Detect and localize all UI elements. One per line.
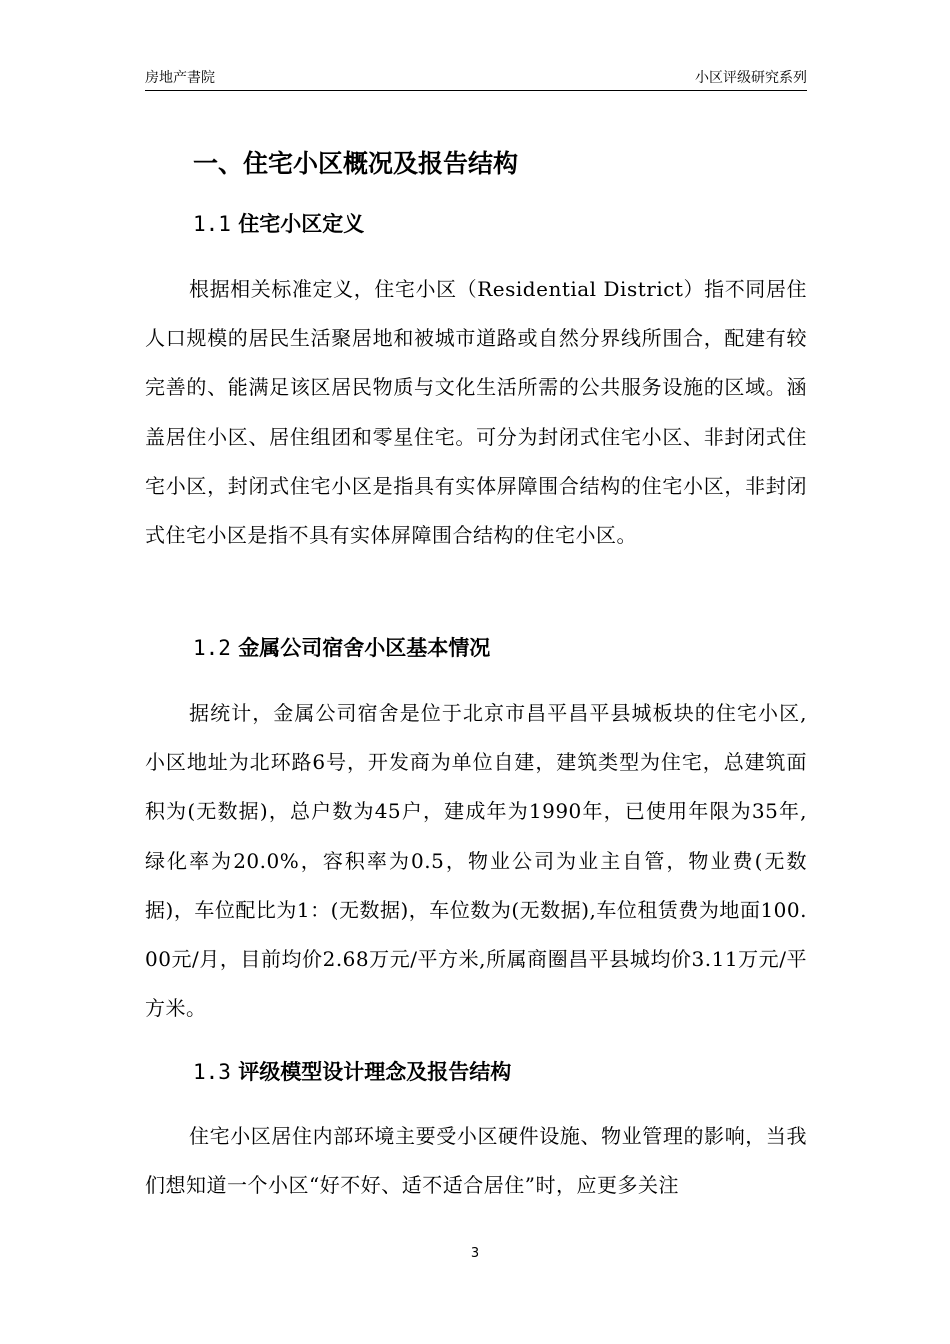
- page-header: [145, 68, 807, 91]
- section-title: 金属公司宿舍小区基本情况: [238, 636, 491, 660]
- header-publisher: 房地产書院: [145, 70, 215, 86]
- section-heading-1-1: [193, 209, 364, 239]
- section-body-1-3: 住宅小区居住内部环境主要受小区硬件设施、物业管理的影响，当我们想知道一个小区“好不好、适不适合居住”时，应更多关注: [145, 1124, 807, 1198]
- section-body-1-2: 据统计，金属公司宿舍是位于北京市昌平昌平县城板块的住宅小区,小区地址为北环路6号，开发商为单位自建，建筑类型为住宅，总建筑面积为(无数据)，总户数为45户，建成年为1990年，已使用年限为35年,绿化率为20.0%，容积率为0.5，物业公司为业主自管，物业费(无数据)，车位配比为1：(无数据)，车位数为(无数据),车位租赁费为地面100.00元/月，目前均价2.68万元/平方米,所属商圈昌平县城均价3.11万元/平方米。: [145, 701, 807, 1021]
- section-number: 1.2: [193, 636, 231, 660]
- page-number: 3: [470, 1246, 480, 1261]
- section-heading-1-3: [193, 1057, 511, 1087]
- section-title: 住宅小区定义: [238, 212, 365, 236]
- chapter-title: 一、住宅小区概况及报告结构: [193, 149, 519, 178]
- section-heading-1-2: [193, 633, 490, 663]
- section-number: 1.1: [193, 212, 231, 236]
- section-body-1-1: 根据相关标准定义，住宅小区（Residential District）指不同居住人口规模的居民生活聚居地和被城市道路或自然分界线所围合，配建有较完善的、能满足该区居民物质与文化生活所需的公共服务设施的区域。涵盖居住小区、居住组团和零星住宅。可分为封闭式住宅小区、非封闭式住宅小区，封闭式住宅小区是指具有实体屏障围合结构的住宅小区，非封闭式住宅小区是指不具有实体屏障围合结构的住宅小区。: [145, 277, 807, 548]
- section-number: 1.3: [193, 1060, 231, 1084]
- section-title: 评级模型设计理念及报告结构: [238, 1060, 512, 1084]
- header-series-title: 小区评级研究系列: [695, 70, 807, 86]
